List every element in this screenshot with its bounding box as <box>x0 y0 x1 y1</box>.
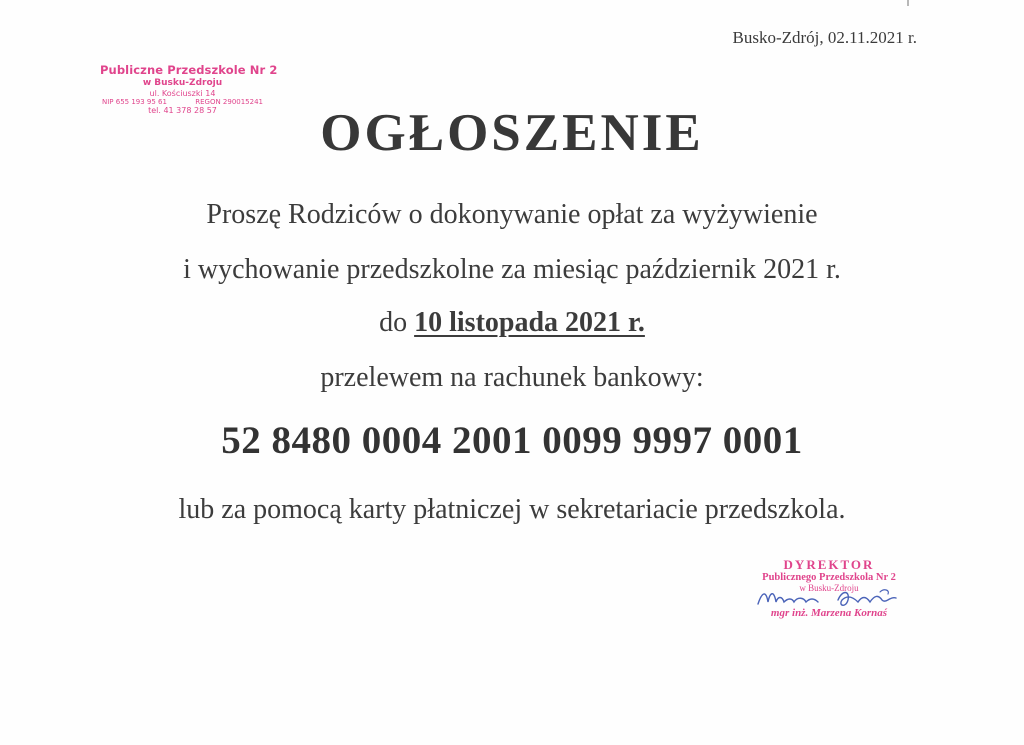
body-line-3 <box>0 307 1024 339</box>
body-line-2: i wychowanie przedszkolne za miesiąc październik 2021 r. <box>183 254 841 285</box>
handwritten-signature <box>752 584 912 614</box>
document-date: Busko-Zdrój, 02.11.2021 r. <box>732 28 917 47</box>
director-stamp-city: w Busku-Zdroju <box>799 582 859 593</box>
school-stamp-street: ul. Kościuszki 14 <box>149 88 216 98</box>
bank-account-number: 52 8480 0004 2001 0099 9997 0001 <box>221 419 803 462</box>
school-stamp-tel: tel. 41 378 28 57 <box>148 105 217 115</box>
director-stamp-name: mgr inż. Marzena Kornaś <box>770 606 888 619</box>
deadline-prefix: do <box>379 307 415 338</box>
school-stamp-city: w Busku-Zdroju <box>142 78 223 89</box>
payment-deadline: 10 listopada 2021 r. <box>414 307 645 338</box>
body-line-6: lub za pomocą karty płatniczej w sekretariacie przedszkola. <box>178 494 846 525</box>
page-title: OGŁOSZENIE <box>320 104 704 162</box>
director-stamp-institution: Publicznego Przedszkola Nr 2 <box>762 572 896 584</box>
body-line-4: przelewem na rachunek bankowy: <box>320 362 704 393</box>
school-stamp-regon: REGON 290015241 <box>195 97 263 106</box>
scan-mark <box>907 0 909 6</box>
body-line-1: Proszę Rodziców o dokonywanie opłat za wyżywienie <box>206 199 818 230</box>
director-stamp-title: DYREKTOR <box>783 557 875 572</box>
school-stamp-name: Publiczne Przedszkole Nr 2 <box>100 63 278 77</box>
school-stamp-nip: NIP 655 193 95 61 <box>102 97 167 106</box>
